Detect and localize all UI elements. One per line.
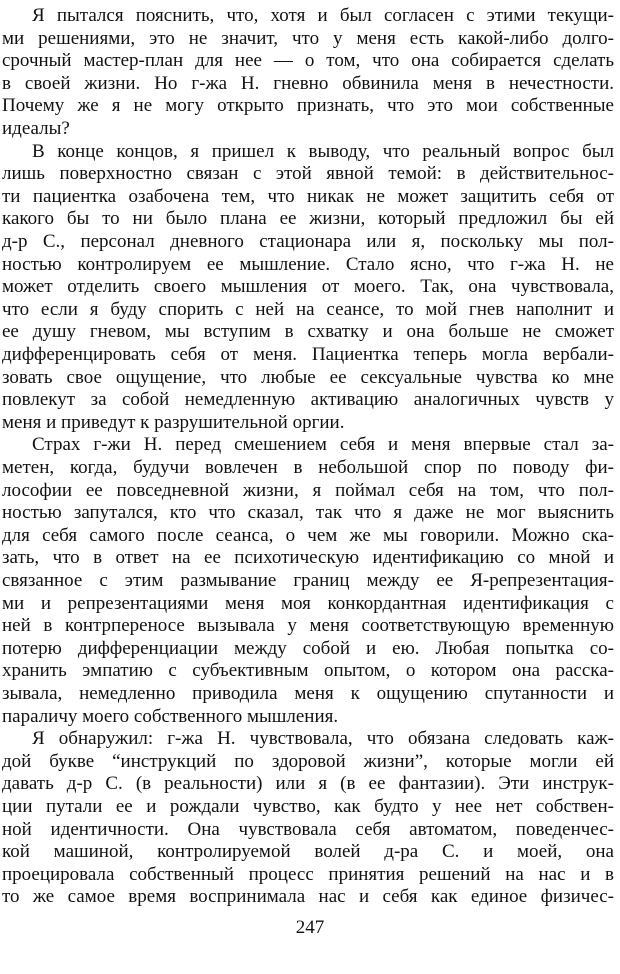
text-line: Страх г-жи Н. перед смешением себя и меня впервые стал за- (32, 434, 614, 456)
text-line: ти пациентка озабочена тем, что никак не может защитить себя от (2, 185, 614, 207)
text-line: ми решениями, это не значит, что у меня есть какой-либо долго- (2, 27, 614, 49)
text-line: В конце концов, я пришел к выводу, что реальный вопрос был (32, 140, 614, 162)
text-line: то же самое время воспринимала нас и себя как единое физичес- (2, 886, 614, 908)
text-line: ми и репрезентациями меня моя конкордантная идентификация с (2, 592, 614, 614)
text-line: зывала, немедленно приводила меня к ощущению спутанности и (2, 683, 614, 704)
text-line: кой машиной, контролируемой волей д-ра С. и моей, она (2, 841, 614, 863)
text-line: ее душу гневом, мы вступим в схватку и она больше не сможет (2, 321, 614, 343)
text-line: давать д-р С. (в реальности) или я (в ее фантазии). Эти инструк- (2, 773, 614, 795)
text-line: параличу моего собственного мышления. (2, 705, 339, 727)
text-line: зовать свое ощущение, что любые ее сексуальные чувства ко мне (2, 366, 614, 388)
text-line: может отделить своего мышления от моего. Так, она чувствовала, (2, 276, 614, 298)
text-line: для себя самого после сеанса, о чем же мы говорили. Можно ска- (2, 524, 614, 546)
text-line: срочный мастер-план для нее — о том, что она собирается сделать (2, 50, 614, 72)
text-line: потерю дифференциации между собой и ею. Любая попытка со- (2, 637, 614, 659)
text-line: Я пытался пояснить, что, хотя и был согласен с этими текущи- (32, 5, 614, 26)
text-line: в своей жизни. Но г-жа Н. гневно обвинила меня в нечестности. (2, 72, 614, 94)
text-line: повлекут за собой немедленную активацию аналогичных чувств у (2, 389, 614, 411)
text-line: меня и приведут к разрушительной оргии. (2, 411, 345, 433)
text-line: идеалы? (2, 118, 70, 139)
text-line: проецировала собственный процесс принятия решений на нас и в (2, 863, 614, 885)
text-line: лишь поверхностно связан с этой явной темой: в действительнос- (2, 163, 614, 185)
text-line: ной идентичности. Она чувствовала себя автоматом, поведенчес- (2, 818, 614, 840)
text-line: связанное с этим размывание границ между ее Я-репрезентация- (2, 570, 614, 591)
text-line: Почему же я не могу открыто признать, что это мои собственные (2, 95, 614, 117)
text-line: хранить эмпатию с субъективным опытом, о котором она расска- (2, 660, 614, 682)
text-line: зать, что в ответ на ее психотическую идентификацию со мной и (2, 547, 614, 569)
text-line: д-р С., персонал дневного стационара или я, поскольку мы пол- (2, 231, 614, 252)
text-line: ней в контрпереносе вызывала у меня соответствующую временную (2, 615, 614, 637)
text-line: ции путали ее и рождали чувство, как будто у нее нет собствен- (2, 796, 614, 817)
text-line: лософии ее повседневной жизни, я поймал себя на том, что пол- (2, 479, 614, 501)
text-line: Я обнаружил: г-жа Н. чувствовала, что обязана следовать каж- (32, 728, 614, 750)
text-line: дой букве “инструкций по здоровой жизни”, которые могли ей (2, 750, 614, 772)
text-line: дифференцировать себя от меня. Пациентка теперь могла вербали- (2, 344, 614, 365)
page-number: 247 (295, 917, 325, 938)
text-line: ностью контролируем ее мышление. Стало ясно, что г-жа Н. не (2, 253, 614, 275)
text-line: метен, когда, будучи вовлечен в небольшой спор по поводу фи- (2, 457, 614, 478)
text-line: что если я буду спорить с ней на сеансе, то мой гнев наполнит и (2, 298, 614, 320)
text-line: какого бы то ни было плана ее жизни, который предложил бы ей (2, 208, 614, 230)
text-line: ностью запутался, кто что сказал, так что я даже не мог выяснить (2, 502, 614, 524)
